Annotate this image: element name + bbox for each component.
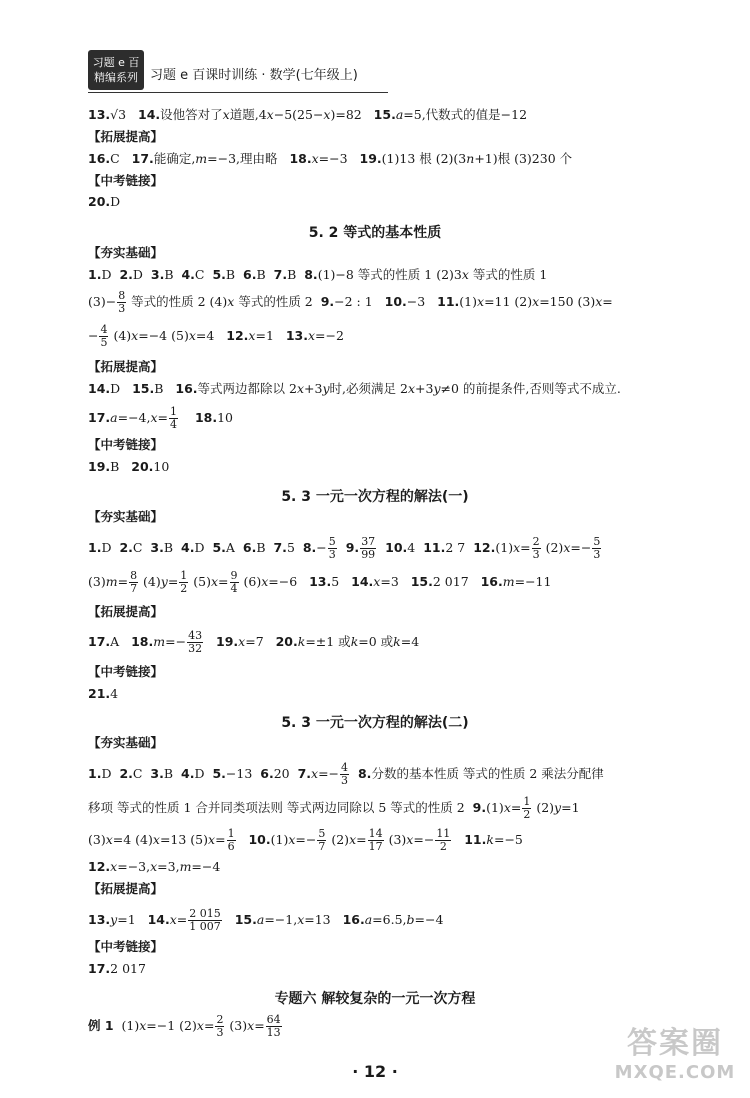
answer-line: (3)x=4 (4)x=13 (5)x= $\frac{1}{6}$ 10.(1)x=− $\frac{5}{7}$ (2)x= $\frac{14}{17}$ (3)x=− $\frac{11}{2}$ 11.k=−5 [88,827,523,853]
header-title: 习题 e 百课时训练 · 数学(七年级上) [150,68,358,83]
fraction: $\frac{4}{5}$ [100,323,108,349]
answer-line: 1.D 2.D 3.B 4.C 5.B 6.B 7.B 8.(1)−8 等式的性质 1 (2)3x 等式的性质 1 [88,267,548,282]
answer-line-13-15: 13.√3 14.设他答对了x道题,4x−5(25−x)=82 15.a=5,代数式的值是−12 [88,107,528,122]
foundation-heading: 【夯实基础】 [88,245,164,260]
fraction: $\frac{2}{3}$ [216,1013,224,1039]
watermark-logo: 答案圈 [627,1026,723,1061]
exam-heading: 【中考链接】 [88,664,164,679]
fraction: $\frac{1}{6}$ [227,827,235,853]
answer-line: 13.y=1 14.x= $\frac{2 015}{1 007}$ 15.a=−1,x=13 16.a=6.5,b=−4 [88,907,444,933]
fraction: $\frac{9}{4}$ [230,569,238,595]
answer-line: 21.4 [88,686,119,701]
foundation-heading: 【夯实基础】 [88,735,164,750]
answer-line: (3)− $\frac{8}{3}$ 等式的性质 2 (4)x 等式的性质 2 9.−2 : 1 10.−3 11.(1)x=11 (2)x=150 (3)x= [88,289,613,315]
fraction: $\frac{5}{3}$ [593,535,601,561]
fraction: $\frac{37}{99}$ [361,535,376,561]
answer-line: 12.x=−3,x=3,m=−4 [88,859,221,874]
fraction: $\frac{4}{3}$ [341,761,349,787]
answer-line: − $\frac{4}{5}$ (4)x=−4 (5)x=4 12.x=1 13.x=−2 [88,323,344,349]
extension-heading: 【拓展提高】 [88,881,164,896]
fraction: $\frac{1}{4}$ [170,405,178,431]
page-header [88,50,388,92]
fraction: $\frac{8}{3}$ [118,289,126,315]
answer-line: 1.D 2.C 3.B 4.D 5.−13 6.20 7.x=− $\frac{4}{3}$ 8.分数的基本性质 等式的性质 2 乘法分配律 [88,761,604,787]
exam-heading: 【中考链接】 [88,939,164,954]
special-topic-title: 专题六 解较复杂的一元一次方程 [274,991,476,1007]
answer-line: (3)m= $\frac{8}{7}$ (4)y= $\frac{1}{2}$ (5)x= $\frac{9}{4}$ (6)x=−6 13.5 14.x=3 15.2 017 16.m=−11 [88,569,552,595]
fraction: $\frac{1}{2}$ [180,569,188,595]
logo-line2: 精编系列 [94,71,138,84]
extension-heading: 【拓展提高】 [88,359,164,374]
extension-heading: 【拓展提高】 [88,604,164,619]
answer-line-16-19: 16.C 17.能确定,m=−3,理由略 18.x=−3 19.(1)13 根 (2)(3n+1)根 (3)230 个 [88,151,573,166]
answer-line: 1.D 2.C 3.B 4.D 5.A 6.B 7.5 8.− $\frac{5}{3}$ 9. $\frac{37}{99}$ 10.4 11.2 7 12.(1)x= $\frac{2}{3}$ (2)x=− $\frac{5}{3}$ [88,535,601,561]
page-number: · 12 · [352,1062,398,1081]
watermark-url: MXQE.COM [614,1062,736,1083]
answer-line: 17.A 18.m=− $\frac{43}{32}$ 19.x=7 20.k=±1 或k=0 或k=4 [88,629,420,655]
exam-heading: 【中考链接】 [88,437,164,452]
fraction: $\frac{1}{2}$ [523,795,531,821]
header-rule [88,92,388,93]
fraction: $\frac{64}{13}$ [266,1013,281,1039]
fraction: $\frac{2}{3}$ [532,535,540,561]
answer-line: 17.2 017 [88,961,146,976]
fraction: $\frac{5}{3}$ [328,535,336,561]
section-title-5-3-2: 5. 3 一元一次方程的解法(二) [281,715,469,731]
fraction: $\frac{2 015}{1 007}$ [189,907,221,933]
answer-line: 19.B 20.10 [88,459,170,474]
fraction: $\frac{43}{32}$ [188,629,203,655]
example-1: 例 1 (1)x=−1 (2)x= $\frac{2}{3}$ (3)x= $\frac{64}{13}$ [88,1013,281,1039]
answer-line: 14.D 15.B 16.等式两边都除以 2x+3y时,必须满足 2x+3y≠0 的前提条件,否则等式不成立. [88,381,621,396]
answer-line: 移项 等式的性质 1 合并同类项法则 等式两边同除以 5 等式的性质 2 9.(1)x= $\frac{1}{2}$ (2)y=1 [88,795,580,821]
extension-heading: 【拓展提高】 [88,129,164,144]
logo-line1: 习题 e 百 [92,56,140,69]
fraction: $\frac{8}{7}$ [130,569,138,595]
section-title-5-2: 5. 2 等式的基本性质 [308,225,442,241]
section-title-5-3-1: 5. 3 一元一次方程的解法(一) [281,489,469,505]
exam-heading: 【中考链接】 [88,173,164,188]
answer-line-20: 20.D [88,194,121,209]
series-logo [88,50,144,90]
fraction: $\frac{14}{17}$ [368,827,383,853]
site-watermark [610,1026,740,1090]
fraction: $\frac{5}{7}$ [318,827,326,853]
answer-line: 17.a=−4,x= $\frac{1}{4}$ 18.10 [88,405,233,431]
fraction: $\frac{11}{2}$ [436,827,451,853]
foundation-heading: 【夯实基础】 [88,509,164,524]
